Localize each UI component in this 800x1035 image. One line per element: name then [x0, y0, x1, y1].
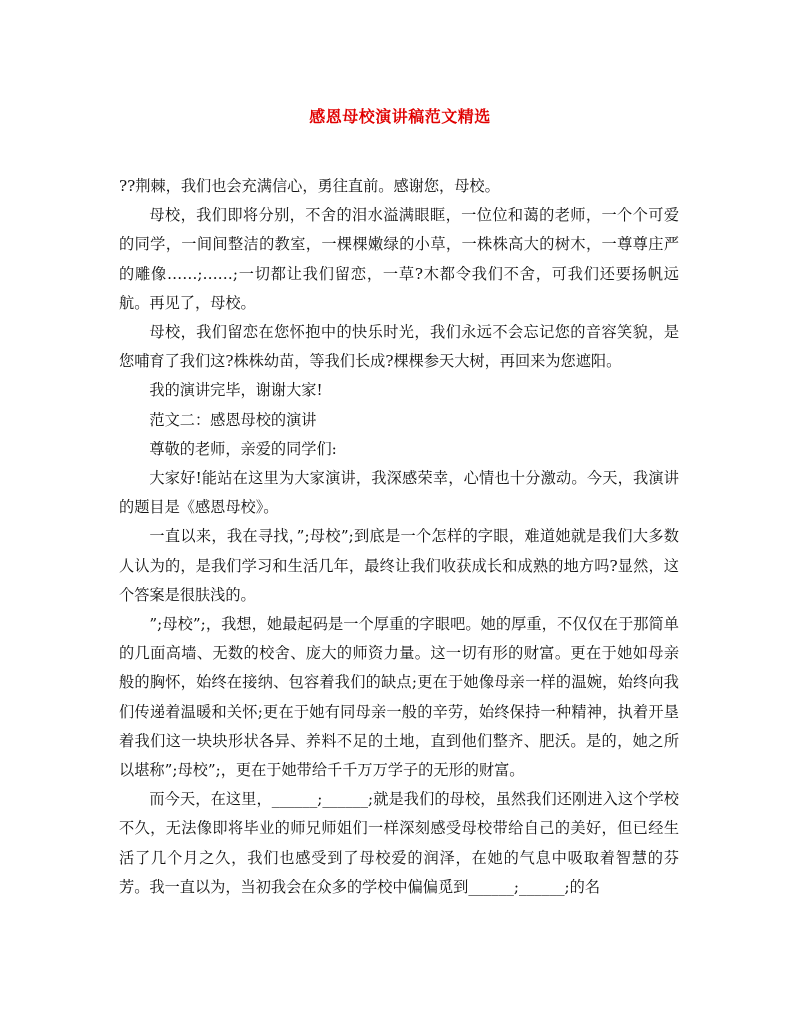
paragraph: ??荆棘，我们也会充满信心，勇往直前。感谢您，母校。	[119, 177, 500, 195]
paragraph: 尊敬的老师，亲爱的同学们:	[149, 439, 337, 458]
document-body	[119, 172, 679, 902]
paragraph: 母校，我们即将分别，不舍的泪水溢满眼眶，一位位和蔼的老师，一个个可爱的同学，一间间整洁的教室，一棵棵嫩绿的小草，一株株高大的树木，一尊尊庄严的雕像……;……;一切都让我们留恋，一草?木都令我们不舍，可我们还要扬帆远航。再见了，母校。	[119, 206, 679, 312]
document-title: 感恩母校演讲稿范文精选	[309, 107, 491, 126]
paragraph: 我的演讲完毕，谢谢大家!	[149, 381, 323, 400]
paragraph: 母校，我们留恋在您怀抱中的快乐时光，我们永远不会忘记您的音容笑貌，是您哺育了我们这?株株幼苗，等我们长成?棵棵参天大树，再回来为您遮阳。	[119, 323, 679, 371]
paragraph: 范文二：感恩母校的演讲	[149, 410, 317, 429]
paragraph: 大家好!能站在这里为大家演讲，我深感荣幸，心情也十分激动。今天，我演讲的题目是《感恩母校》。	[119, 469, 679, 517]
paragraph: 而今天，在这里，______;______;就是我们的母校，虽然我们还刚进入这个学校不久，无法像即将毕业的师兄师姐们一样深刻感受母校带给自己的美好，但已经生活了几个月之久，我们也感受到了母校爱的润泽，在她的气息中吸取着智慧的芬芳。我一直以为，当初我会在众多的学校中偏偏觅到______;______;的名	[119, 790, 679, 896]
paragraph: ”;母校”;，我想，她最起码是一个厚重的字眼吧。她的厚重，不仅仅在于那简单的几面高墙、无数的校舍、庞大的师资力量。这一切有形的财富。更在于她如母亲般的胸怀，始终在接纳、包容着我们的缺点;更在于她像母亲一样的温婉，始终向我们传递着温暖和关怀;更在于她有同母亲一般的辛劳，始终保持一种精神，执着开垦着我们这一块块形状各异、养料不足的土地，直到他们整齐、肥沃。是的，她之所以堪称”;母校”;，更在于她带给千千万万学子的无形的财富。	[119, 615, 679, 780]
paragraph: 一直以来，我在寻找，”;母校”;到底是一个怎样的字眼，难道她就是我们大多数人认为的，是我们学习和生活几年，最终让我们收获成长和成熟的地方吗?显然，这个答案是很肤浅的。	[119, 527, 679, 604]
